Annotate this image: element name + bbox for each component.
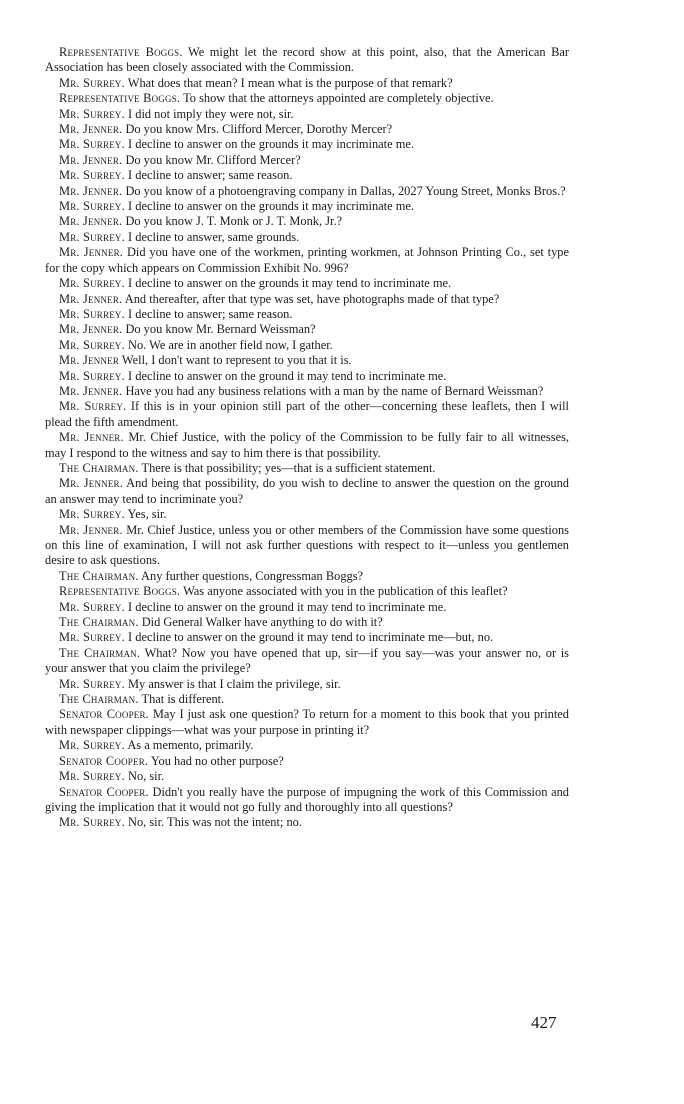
speech-text: I decline to answer on the grounds it may tend to incriminate me. [124,276,452,291]
transcript-paragraph [45,276,569,291]
transcript-paragraph [45,292,569,307]
speaker-name: Mr. Surrey. [59,137,125,152]
speaker-name: Mr. Surrey. [59,630,125,645]
transcript-paragraph [45,461,569,476]
speech-text: Do you know of a photoengraving company in Dallas, 2027 Young Street, Monks Bros.? [122,183,566,198]
speech-text: You had no other purpose? [148,753,284,768]
speaker-name: Representative Boggs. [59,584,181,599]
speaker-name: Mr. Jenner. [59,476,124,491]
speaker-name: The Chairman. [59,460,139,475]
speech-text: I decline to answer on the grounds it may incriminate me. [124,137,414,152]
transcript-paragraph [45,45,569,76]
speech-text: Did you have one of the workmen, printing workmen, at Johnson Printing Co., set type for the copy which appears on Commission Exhibit No. 996? [45,245,569,275]
speaker-name: Mr. Jenner. [59,245,124,260]
transcript-paragraph [45,230,569,245]
speech-text: I decline to answer, same grounds. [124,229,300,244]
speaker-name: Senator Cooper. [59,784,149,799]
speaker-name: Mr. Jenner. [59,522,123,537]
speech-text: Any further questions, Congressman Boggs? [138,568,364,583]
speech-text: Do you know Mr. Bernard Weissman? [122,322,316,337]
speech-text: Well, I don't want to represent to you that it is. [119,353,352,368]
speaker-name: Mr. Jenner. [59,152,123,167]
transcript-paragraph [45,569,569,584]
speaker-name: The Chairman. [59,568,139,583]
transcript-paragraph [45,322,569,337]
speaker-name: Mr. Surrey. [59,815,125,830]
speech-text: I decline to answer on the ground it may tend to incriminate me—but, no. [124,630,494,645]
speech-text: Do you know Mrs. Clifford Mercer, Dorothy Mercer? [122,122,393,137]
speech-text: I decline to answer; same reason. [124,168,293,183]
speaker-name: Representative Boggs. [59,91,181,106]
transcript-paragraph [45,168,569,183]
speech-text: Do you know J. T. Monk or J. T. Monk, Jr.? [122,214,343,229]
speech-text: I decline to answer on the grounds it may incriminate me. [124,199,414,214]
transcript-paragraph [45,245,569,276]
transcript-paragraph [45,353,569,368]
speaker-name: Mr. Jenner. [59,430,124,445]
transcript-paragraph [45,815,569,830]
transcript-paragraph [45,307,569,322]
speaker-name: Mr. Surrey. [59,199,125,214]
speech-text: May I just ask one question? To return for a moment to this book that you printed with newspaper clippings—what was your purpose in printing it? [45,707,569,737]
speaker-name: The Chairman. [59,645,141,660]
speech-text: Do you know Mr. Clifford Mercer? [122,152,301,167]
speech-text: As a memento, primarily. [124,738,254,753]
speech-text: My answer is that I claim the privilege, sir. [124,676,341,691]
transcript-paragraph [45,507,569,522]
transcript-paragraph [45,707,569,738]
transcript-paragraph [45,523,569,569]
speaker-name: Representative Boggs. [59,45,183,59]
speech-text: No, sir. [124,769,165,784]
speech-text: No. We are in another field now, I gather. [124,337,333,352]
transcript-paragraph [45,76,569,91]
transcript-paragraph [45,692,569,707]
speaker-name: Mr. Surrey. [59,507,125,522]
transcript-paragraph [45,769,569,784]
transcript-paragraph [45,153,569,168]
speech-text: Didn't you really have the purpose of impugning the work of this Commission and giving the implication that it would not go fully and thoroughly into all questions? [45,784,569,814]
speaker-name: Mr. Surrey. [59,368,125,383]
speaker-name: Mr. Surrey. [59,337,125,352]
speech-text: What? Now you have opened that up, sir—if you say—was your answer no, or is your answer that you claim the privilege? [45,645,569,676]
speaker-name: Mr. Jenner. [59,383,123,398]
speech-text: No, sir. This was not the intent; no. [124,815,302,830]
speaker-name: Mr. Surrey. [59,399,127,414]
speaker-name: The Chairman. [59,692,139,707]
speaker-name: Mr. Jenner [59,353,120,368]
speech-text: Mr. Chief Justice, with the policy of the Commission to be fully fair to all witnesses, may I respond to the witness and say to him there is that possibility. [45,430,569,460]
speaker-name: Mr. Surrey. [59,75,125,90]
speech-text: That is different. [138,692,225,707]
speaker-name: Mr. Surrey. [59,599,125,614]
speaker-name: Mr. Surrey. [59,769,125,784]
transcript-paragraph [45,476,569,507]
transcript-paragraph [45,384,569,399]
speaker-name: Mr. Jenner. [59,122,123,137]
speaker-name: Mr. Surrey. [59,676,125,691]
speech-text: There is that possibility; yes—that is a sufficient statement. [138,460,436,475]
speaker-name: Mr. Jenner. [59,322,123,337]
speech-text: If this is in your opinion still part of the other—concerning these leaflets, then I will plead the fifth amendment. [45,399,569,429]
speaker-name: Mr. Surrey. [59,229,125,244]
transcript-paragraph [45,184,569,199]
speech-text: I decline to answer; same reason. [124,306,293,321]
speaker-name: Mr. Jenner. [59,214,123,229]
speech-text: Mr. Chief Justice, unless you or other members of the Commission have some questions on this line of examination, I will not ask further questions with respect to it—unless you gentlemen desire to ask questions. [45,522,569,568]
speaker-name: Senator Cooper. [59,707,149,722]
transcript-paragraph [45,584,569,599]
speaker-name: Senator Cooper. [59,753,149,768]
transcript-paragraph [45,214,569,229]
speaker-name: Mr. Surrey. [59,306,125,321]
speaker-name: Mr. Jenner. [59,183,123,198]
speech-text: And thereafter, after that type was set, have photographs made of that type? [122,291,500,306]
transcript-paragraph [45,107,569,122]
transcript-paragraph [45,677,569,692]
speaker-name: Mr. Surrey. [59,168,125,183]
transcript-body [45,45,569,831]
transcript-paragraph [45,137,569,152]
transcript-paragraph [45,122,569,137]
transcript-paragraph [45,430,569,461]
speech-text: Did General Walker have anything to do with it? [138,615,383,630]
speaker-name: Mr. Jenner. [59,291,123,306]
transcript-paragraph [45,91,569,106]
speaker-name: The Chairman. [59,615,139,630]
transcript-paragraph [45,199,569,214]
speaker-name: Mr. Surrey. [59,106,125,121]
transcript-paragraph [45,785,569,816]
speech-text: Was anyone associated with you in the publication of this leaflet? [180,584,508,599]
transcript-paragraph [45,399,569,430]
transcript-paragraph [45,600,569,615]
speech-text: We might let the record show at this point, also, that the American Bar Association has been closely associated with the Commission. [45,45,569,75]
transcript-paragraph [45,369,569,384]
speech-text: Have you had any business relations with a man by the name of Bernard Weissman? [122,383,544,398]
transcript-paragraph [45,646,569,677]
speech-text: And being that possibility, do you wish to decline to answer the question on the ground an answer may tend to incriminate you? [45,476,569,506]
page-number: 427 [531,1013,557,1032]
transcript-paragraph [45,338,569,353]
transcript-paragraph [45,738,569,753]
speech-text: To show that the attorneys appointed are completely objective. [180,91,494,106]
speaker-name: Mr. Surrey. [59,276,125,291]
speech-text: What does that mean? I mean what is the purpose of that remark? [124,75,453,90]
speech-text: I did not imply they were not, sir. [124,106,294,121]
transcript-paragraph [45,630,569,645]
speech-text: Yes, sir. [124,507,167,522]
transcript-paragraph [45,615,569,630]
transcript-paragraph [45,754,569,769]
speech-text: I decline to answer on the ground it may tend to incriminate me. [124,368,447,383]
speech-text: I decline to answer on the ground it may tend to incriminate me. [124,599,447,614]
speaker-name: Mr. Surrey. [59,738,125,753]
